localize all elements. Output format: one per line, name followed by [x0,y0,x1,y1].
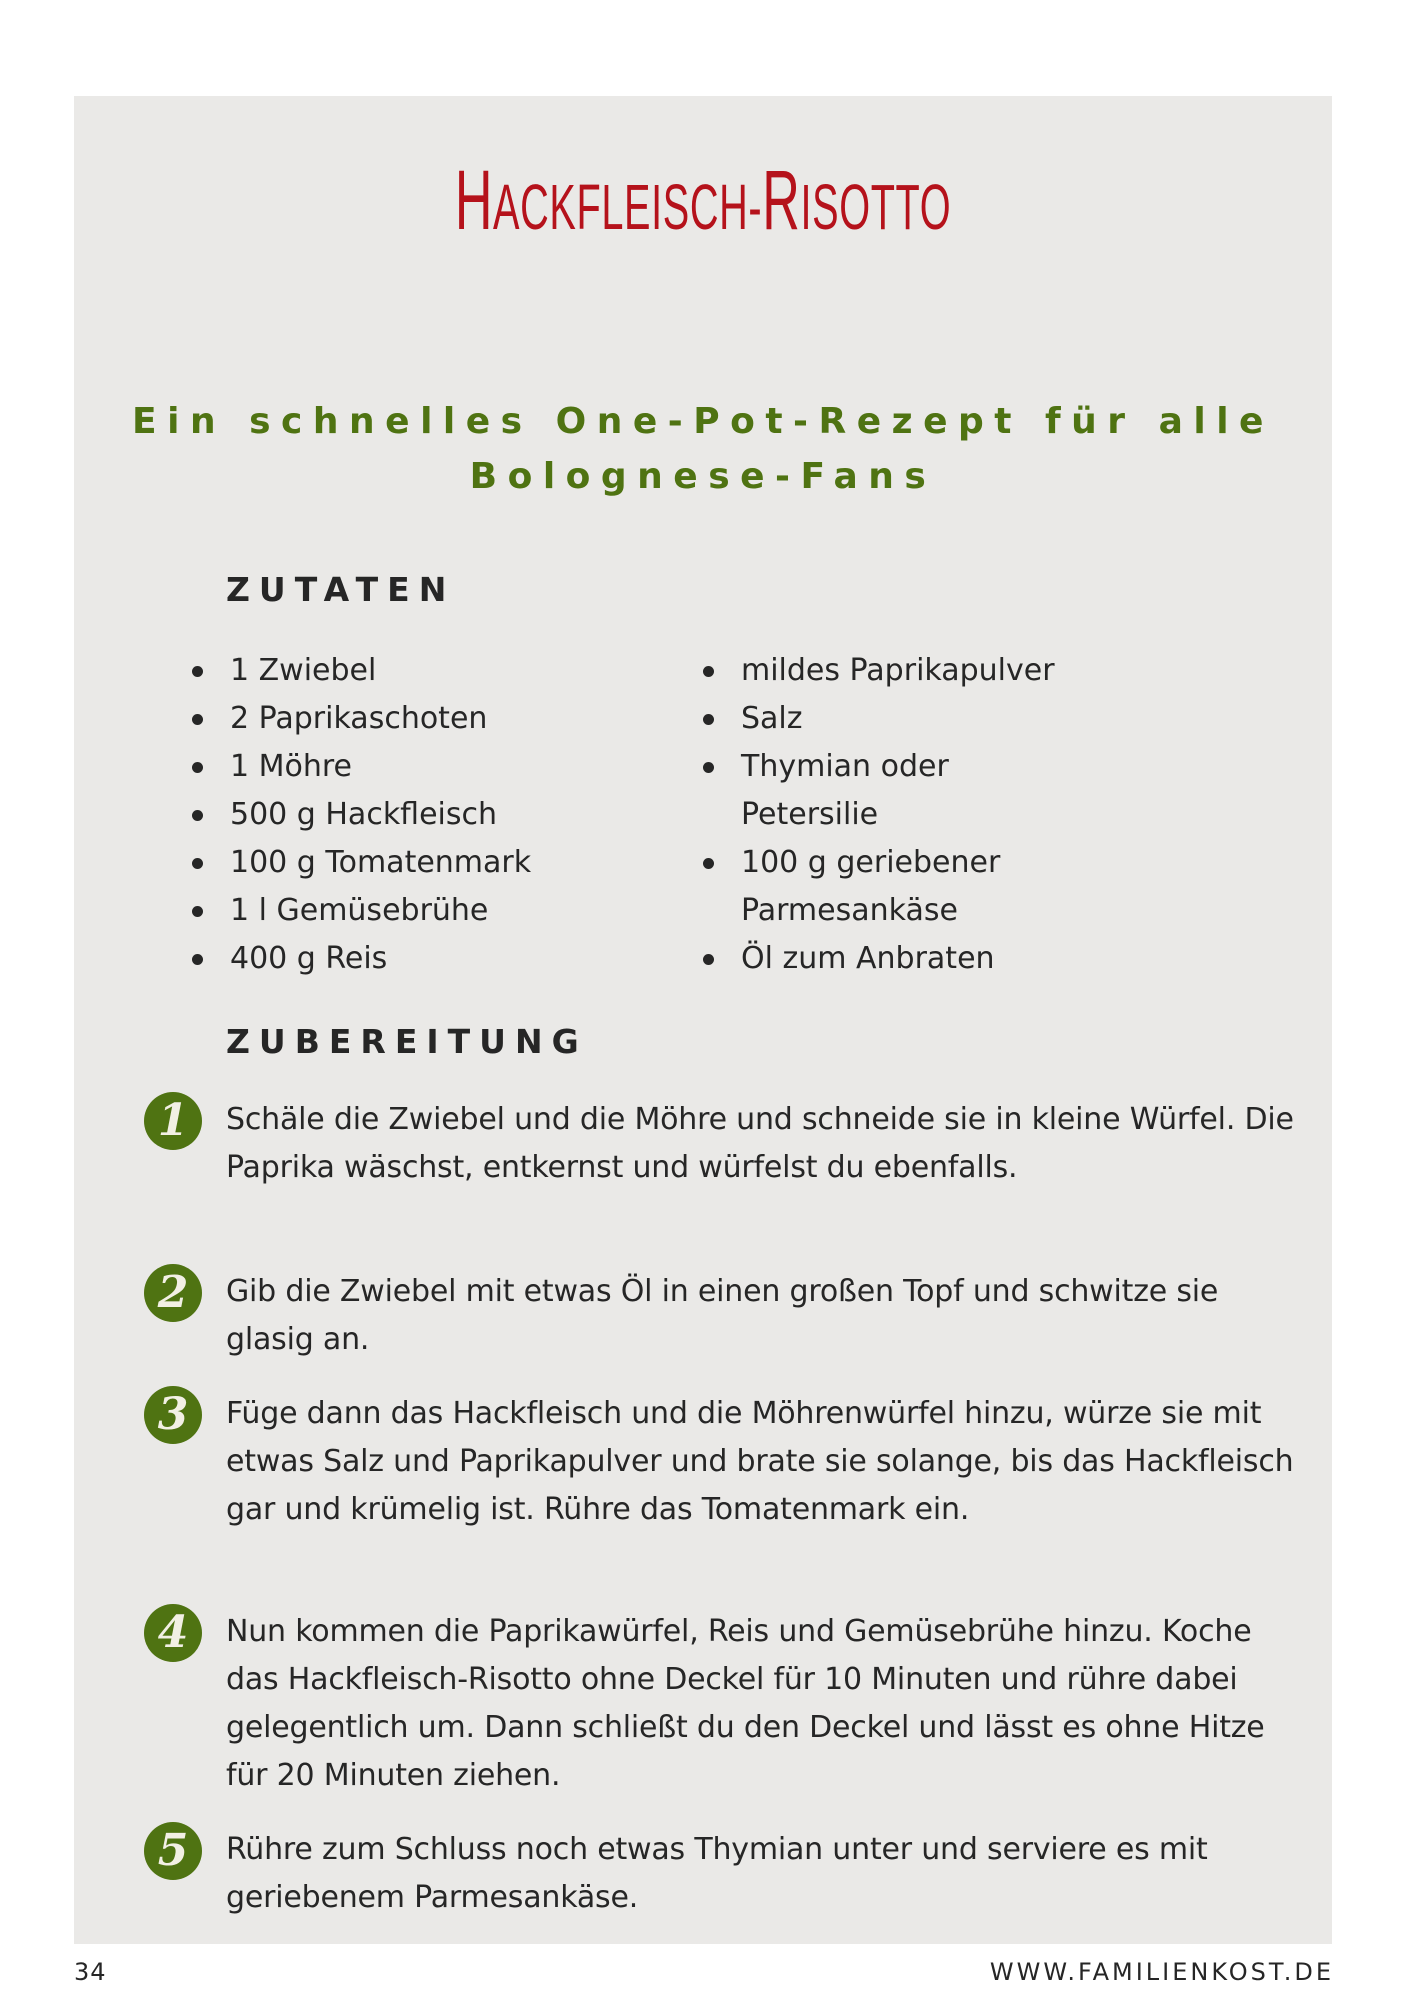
ingredient-text: 100 g geriebener Parmesankäse [741,845,1001,928]
bullet-icon [192,810,203,821]
preparation-step [144,1096,1294,1192]
ingredient-text: Öl zum Anbraten [741,941,995,976]
ingredient-text: 500 g Hackfleisch [230,797,498,832]
bullet-icon [703,666,714,677]
ingredients-heading: ZUTATEN [226,570,456,609]
ingredient-text: 1 l Gemüsebrühe [230,893,489,928]
ingredient-text: 1 Zwiebel [230,653,377,688]
website-link[interactable]: WWW.FAMILIENKOST.DE [989,1958,1334,1986]
step-number-badge-icon: 2 [144,1264,202,1322]
bullet-icon [192,714,203,725]
preparation-step [144,1826,1294,1922]
ingredient-text: 2 Paprikaschoten [230,701,488,736]
step-text: Schäle die Zwiebel und die Möhre und schneide sie in kleine Würfel. Die Paprika wäschst, entkernst und würfelst du ebenfalls. [226,1102,1294,1185]
bullet-icon [703,714,714,725]
ingredient-text: Thymian oder Petersilie [741,749,949,832]
step-number-badge-icon: 5 [144,1822,202,1880]
ingredient-item [703,743,1063,839]
recipe-subtitle: Ein schnelles One-Pot-Rezept für alle Bolognese-Fans [132,401,1274,497]
step-number-badge-icon: 1 [144,1092,202,1150]
ingredient-item [703,839,1063,935]
bullet-icon [192,762,203,773]
ingredient-text: Salz [741,701,803,736]
ingredients-list-left [192,647,652,983]
ingredient-item [192,791,652,839]
bullet-icon [192,954,203,965]
ingredient-text: 1 Möhre [230,749,353,784]
ingredient-text: mildes Paprikapulver [741,653,1055,688]
step-text: Gib die Zwiebel mit etwas Öl in einen großen Topf und schwitze sie glasig an. [226,1274,1219,1357]
ingredient-text: 100 g Tomatenmark [230,845,532,880]
step-text: Füge dann das Hackfleisch und die Möhrenwürfel hinzu, würze sie mit etwas Salz und Paprikapulver und brate sie solange, bis das Hackfleisch gar und krümelig ist. Rühre das Tomatenmark ein. [226,1396,1294,1527]
ingredient-item [192,887,652,935]
preparation-step [144,1608,1294,1800]
ingredient-item [703,935,1063,983]
bullet-icon [703,762,714,773]
ingredient-item [192,647,652,695]
ingredient-item [192,695,652,743]
bullet-icon [192,906,203,917]
bullet-icon [703,954,714,965]
preparation-step [144,1268,1294,1364]
preparation-step [144,1390,1294,1534]
step-number-badge-icon: 4 [144,1604,202,1662]
page-number: 34 [74,1958,107,1986]
ingredient-item [703,647,1063,695]
ingredient-item [703,695,1063,743]
step-text: Rühre zum Schluss noch etwas Thymian unter und serviere es mit geriebenem Parmesankäse. [226,1832,1208,1915]
ingredient-item [192,839,652,887]
step-number-badge-icon: 3 [144,1386,202,1444]
ingredient-item [192,743,652,791]
step-text: Nun kommen die Paprikawürfel, Reis und Gemüsebrühe hinzu. Koche das Hackfleisch-Risotto ohne Deckel für 10 Minuten und rühre dabei gelegentlich um. Dann schließt du den Deckel und lässt es ohne Hitze für 20 Minuten ziehen. [226,1614,1265,1793]
ingredient-item [192,935,652,983]
ingredient-text: 400 g Reis [230,941,388,976]
ingredients-list-right [703,647,1063,983]
bullet-icon [192,858,203,869]
bullet-icon [192,666,203,677]
bullet-icon [703,858,714,869]
recipe-title: HACKFLEISCH-RISOTTO [454,153,952,247]
preparation-heading: ZUBEREITUNG [226,1022,588,1061]
